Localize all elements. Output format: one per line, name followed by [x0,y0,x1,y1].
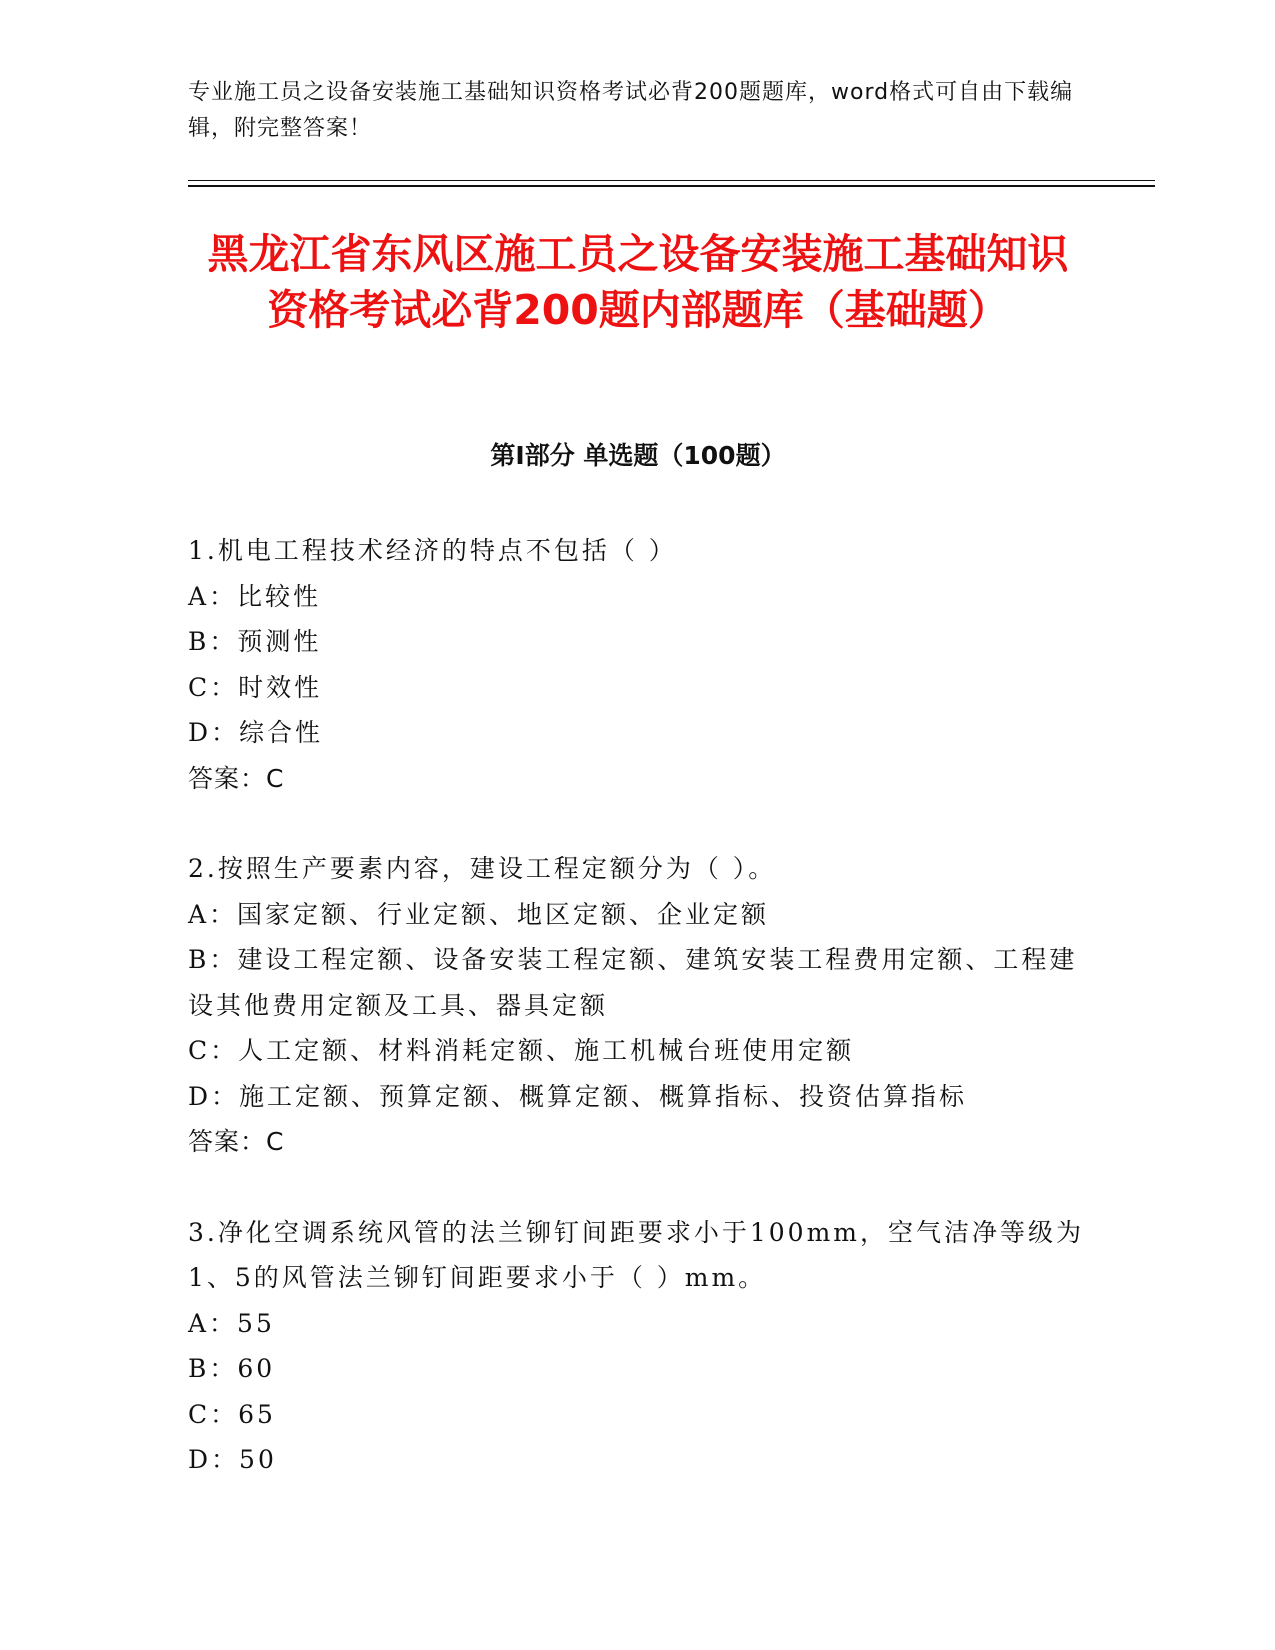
option-c: C：人工定额、材料消耗定额、施工机械台班使用定额 [188,1036,855,1065]
question-item [188,1210,1088,1483]
header-divider-thick [188,185,1155,187]
section-title: 第Ⅰ部分 单选题（100题） [490,441,786,470]
header-divider-thin [188,180,1155,181]
option-b: B：60 [188,1354,276,1383]
question-item [188,528,1088,801]
option-b: B：建设工程定额、设备安装工程定额、建筑安装工程费用定额、工程建设其他费用定额及工具、器具定额 [188,945,1078,1020]
option-d: D：施工定额、预算定额、概算定额、概算指标、投资估算指标 [188,1081,968,1111]
option-a: A：国家定额、行业定额、地区定额、企业定额 [188,899,770,929]
option-d: D：综合性 [188,718,324,747]
option-c: C：65 [188,1399,276,1429]
header-note: 专业施工员之设备安装施工基础知识资格考试必背200题题库，word格式可自由下载编辑，附完整答案！ [188,80,1074,141]
question-stem: 1.机电工程技术经济的特点不包括（ ） [188,536,677,565]
answer-line: 答案：C [188,763,285,793]
question-item [188,846,1088,1165]
document-title: 黑龙江省东风区施工员之设备安装施工基础知识资格考试必背200题内部题库（基础题） [207,230,1069,334]
option-a: A：55 [188,1308,275,1338]
option-c: C：时效性 [188,672,323,702]
answer-line: 答案：C [188,1127,285,1156]
question-stem: 2.按照生产要素内容，建设工程定额分为（ ）。 [188,854,777,883]
question-stem: 3.净化空调系统风管的法兰铆钉间距要求小于100mm，空气洁净等级为1、5的风管法兰铆钉间距要求小于（ ）mm。 [188,1217,1084,1292]
question-list [188,528,1088,1528]
option-a: A：比较性 [188,581,322,611]
option-b: B：预测性 [188,627,322,656]
option-d: D：50 [188,1445,277,1474]
